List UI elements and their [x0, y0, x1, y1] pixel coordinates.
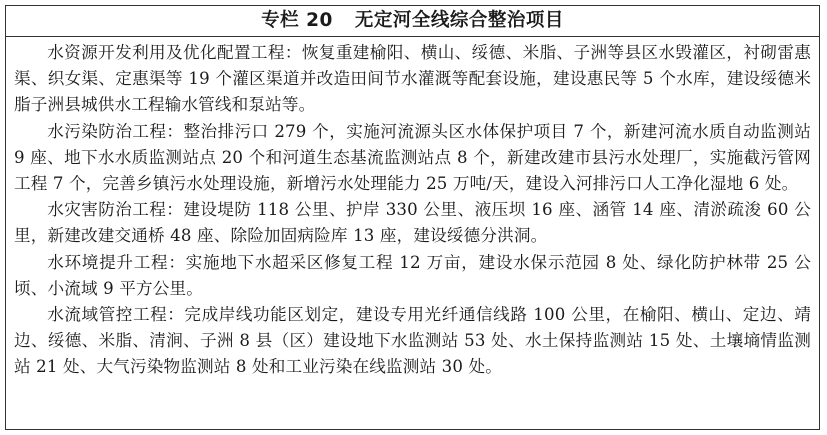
box-title — [6, 6, 819, 37]
box-content — [6, 37, 819, 381]
column-box — [5, 5, 820, 430]
paragraph-basin-control: 水流域管控工程：完成岸线功能区划定，建设专用光纤通信线路 100 公里，在榆阳、横山、定边、靖边、绥德、米脂、清涧、子洲 8 县（区）建设地下水监测站 53 处、水土保持监测站 15 处、土壤墒情监测站 21 处、大气污染物监测站 8 处和工业污染在线监测站 30 处。 — [14, 305, 811, 377]
paragraph-water-environment: 水环境提升工程：实施地下水超采区修复工程 12 万亩，建设水保示范园 8 处、绿化防护林带 25 公顷、小流域 9 平方公里。 — [14, 252, 811, 298]
paragraph-water-disaster: 水灾害防治工程：建设堤防 118 公里、护岸 330 公里、液压坝 16 座、涵管 14 座、清淤疏浚 60 公里，新建改建交通桥 48 座、除险加固病险库 13 座，建设绥德分洪洞。 — [14, 200, 811, 246]
column-number: 专栏 20 — [261, 10, 333, 31]
paragraph-water-resources: 水资源开发利用及优化配置工程：恢复重建榆阳、横山、绥德、米脂、子洲等县区水毁灌区，衬砌雷惠渠、织女渠、定惠渠等 19 个灌区渠道并改造田间节水灌溉等配套设施，建设惠民等 5 个水库，建设绥德米脂子洲县城供水工程输水管线和泵站等。 — [14, 43, 811, 115]
paragraph-water-pollution: 水污染防治工程：整治排污口 279 个，实施河流源头区水体保护项目 7 个，新建河流水质自动监测站 9 座、地下水水质监测站点 20 个和河道生态基流监测站点 8 个，新建改建市县污水处理厂，实施截污管网工程 7 个，完善乡镇污水处理设施，新增污水处理能力 25 万吨/天，建设入河排污口人工净化湿地 6 处。 — [14, 121, 811, 194]
column-title: 无定河全线综合整治项目 — [354, 10, 564, 31]
